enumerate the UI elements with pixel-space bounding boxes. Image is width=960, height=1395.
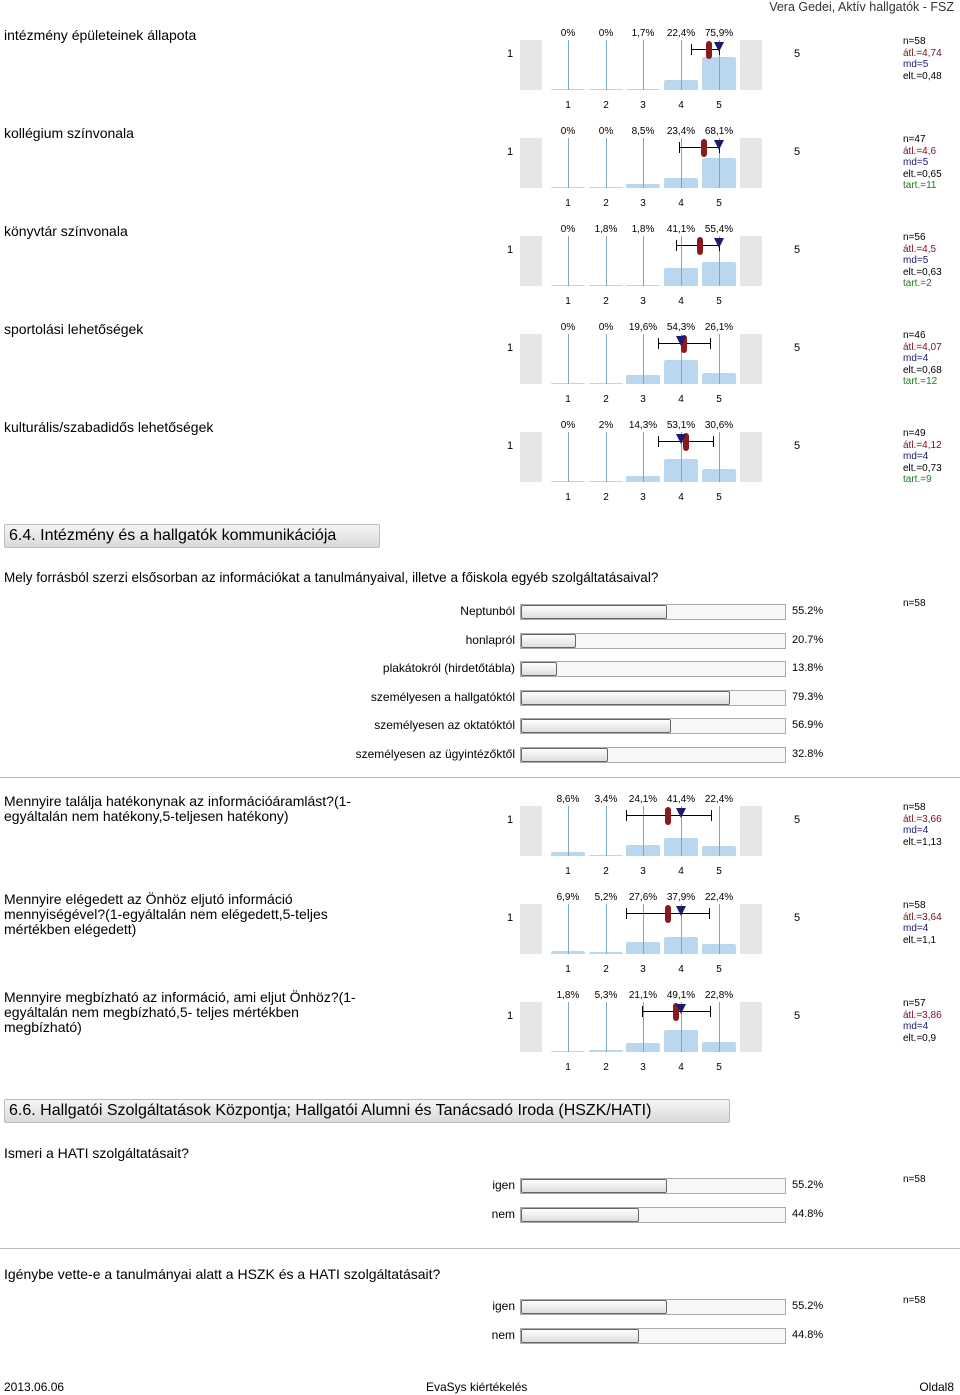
mc-option-label: plakátokról (hirdetőtábla): [382, 661, 515, 675]
mc-bar-fill: [521, 634, 576, 648]
yn-option-label: igen: [492, 1178, 515, 1192]
divider: [0, 1248, 960, 1249]
mc-option-value: 20.7%: [792, 633, 824, 646]
stats-block: [903, 36, 959, 82]
histogram-pct-label: 0%: [560, 126, 576, 137]
histogram-gridline: [606, 236, 607, 286]
histogram-gridline: [568, 138, 569, 188]
axis-number: 5: [716, 964, 722, 975]
median-marker: [714, 42, 724, 52]
question-label: Mennyire elégedett az Önhöz eljutó információ mennyiségével?(1-egyáltalán nem elégedett,5-teljes mértékben elégedett): [4, 891, 328, 937]
histogram-gridline: [719, 334, 720, 384]
stat-atl: átl.=3,66: [903, 813, 942, 825]
histogram-pct-label: 55,4%: [704, 224, 734, 235]
histogram-pct-label: 0%: [560, 420, 576, 431]
scale-question: [0, 126, 960, 224]
stats-block: [903, 802, 959, 848]
stat-elt: elt.=0,65: [903, 168, 942, 180]
stat-n: n=47: [903, 134, 926, 145]
histogram-right-pad: [740, 236, 762, 286]
yn-option-label: nem: [491, 1328, 515, 1342]
stat-elt: elt.=0,63: [903, 266, 942, 278]
histogram-gridline: [568, 236, 569, 286]
question-label: Mennyire megbízható az információ, ami eljut Önhöz?(1-egyáltalán nem megbízható,5- teljes mértékben megbízható): [4, 989, 356, 1035]
histogram-left-pad: [520, 334, 542, 384]
mc-bar-track: [520, 661, 786, 677]
yn-question-text: Igénybe vette-e a tanulmányai alatt a HSZK és a HATI szolgáltatásait?: [4, 1266, 441, 1282]
sd-whisker-cap-left: [691, 44, 692, 55]
sd-whisker-cap-left: [626, 810, 627, 821]
stats-block: [903, 232, 959, 290]
yn-bar-fill: [521, 1329, 639, 1343]
histogram-gridline: [681, 40, 682, 90]
histogram-gridline: [606, 138, 607, 188]
question-label: Mennyire találja hatékonynak az információáramlást?(1-egyáltalán nem hatékony,5-teljesen hatékony): [4, 793, 352, 824]
axis-number: 4: [678, 394, 684, 405]
scale-high-label: 5: [794, 342, 801, 354]
divider: [0, 777, 960, 778]
scale-high-label: 5: [794, 440, 801, 452]
histogram-pct-label: 5,2%: [594, 892, 618, 903]
axis-number: 1: [565, 1062, 571, 1073]
mc-bar-fill: [521, 605, 667, 619]
median-marker: [714, 238, 724, 248]
axis-number: 5: [716, 492, 722, 503]
histogram-pct-label: 22,4%: [704, 794, 734, 805]
stats-block: [903, 900, 959, 946]
median-marker: [676, 1004, 686, 1014]
mean-marker: [697, 237, 703, 255]
stat-elt: elt.=0,9: [903, 1032, 937, 1044]
scale-low-label: 1: [507, 146, 514, 158]
axis-number: 2: [603, 1062, 609, 1073]
histogram-gridline: [643, 1002, 644, 1052]
question-label: könyvtár színvonala: [4, 223, 128, 239]
mean-marker: [665, 905, 671, 923]
stats-block: [903, 998, 959, 1044]
histogram-right-pad: [740, 432, 762, 482]
scale-question: [0, 224, 960, 322]
histogram-gridline: [681, 236, 682, 286]
scale-question: [0, 990, 960, 1088]
header-author: Vera Gedei, Aktív hallgatók - FSZ: [769, 0, 954, 14]
axis-number: 1: [565, 198, 571, 209]
histogram-pct-label: 22,4%: [704, 892, 734, 903]
histogram-right-pad: [740, 1002, 762, 1052]
histogram-pct-label: 0%: [560, 28, 576, 39]
sd-whisker-cap-left: [658, 436, 659, 447]
histogram-pct-label: 21,1%: [628, 990, 658, 1001]
scale-question: [0, 420, 960, 518]
yn-option-value: 55.2%: [792, 1179, 824, 1191]
scale-low-label: 1: [507, 342, 514, 354]
sd-whisker-cap-left: [642, 1006, 643, 1017]
scale-low-label: 1: [507, 912, 514, 924]
histogram-pct-label: 37,9%: [666, 892, 696, 903]
mean-marker: [706, 41, 712, 59]
histogram-gridline: [643, 236, 644, 286]
stats-block: [903, 428, 959, 486]
footer-center: EvaSys kiértékelés: [426, 1380, 528, 1394]
mc-option-value: 32.8%: [792, 747, 824, 760]
histogram-pct-label: 24,1%: [628, 794, 658, 805]
stat-atl: átl.=4,07: [903, 341, 942, 353]
histogram-pct-label: 49,1%: [666, 990, 696, 1001]
stat-md: md=5: [903, 157, 929, 168]
axis-number: 1: [565, 100, 571, 111]
axis-number: 1: [565, 394, 571, 405]
axis-number: 2: [603, 964, 609, 975]
histogram-pct-label: 0%: [598, 322, 614, 333]
axis-number: 4: [678, 492, 684, 503]
scale-high-label: 5: [794, 244, 801, 256]
stat-elt: elt.=0,73: [903, 462, 942, 474]
histogram-pct-label: 27,6%: [628, 892, 658, 903]
axis-number: 3: [640, 100, 646, 111]
stat-elt: elt.=1,1: [903, 934, 937, 946]
histogram-gridline: [719, 432, 720, 482]
histogram-left-pad: [520, 40, 542, 90]
histogram-pct-label: 1,8%: [556, 990, 580, 1001]
scale-question: [0, 28, 960, 126]
histogram-gridline: [568, 1002, 569, 1052]
histogram-gridline: [719, 1002, 720, 1052]
histogram-left-pad: [520, 1002, 542, 1052]
stats-block: [903, 330, 959, 388]
yn-option-value: 55.2%: [792, 1300, 824, 1312]
axis-number: 3: [640, 198, 646, 209]
histogram-pct-label: 5,3%: [594, 990, 618, 1001]
sd-whisker-cap-left: [626, 908, 627, 919]
histogram-pct-label: 22,4%: [666, 28, 696, 39]
histogram-gridline: [606, 334, 607, 384]
histogram-pct-label: 53,1%: [666, 420, 696, 431]
axis-number: 4: [678, 296, 684, 307]
histogram-pct-label: 75,9%: [704, 28, 734, 39]
stat-atl: átl.=4,74: [903, 47, 942, 59]
scale-high-label: 5: [794, 146, 801, 158]
axis-number: 5: [716, 1062, 722, 1073]
scale-low-label: 1: [507, 440, 514, 452]
histogram-gridline: [643, 432, 644, 482]
median-marker: [676, 336, 686, 346]
stat-atl: átl.=4,6: [903, 145, 937, 157]
histogram-left-pad: [520, 138, 542, 188]
histogram-pct-label: 8,5%: [631, 126, 655, 137]
sd-whisker-cap-left: [679, 142, 680, 153]
stat-n: n=58: [903, 900, 926, 911]
histogram-pct-label: 0%: [560, 322, 576, 333]
yn-option-value: 44.8%: [792, 1208, 824, 1220]
axis-number: 3: [640, 866, 646, 877]
axis-number: 5: [716, 394, 722, 405]
stat-md: md=4: [903, 1021, 929, 1032]
mc-option-label: személyesen az oktatóktól: [374, 718, 515, 732]
axis-number: 5: [716, 296, 722, 307]
stat-n: n=58: [903, 802, 926, 813]
axis-number: 2: [603, 100, 609, 111]
footer-page: Oldal8: [919, 1380, 954, 1394]
sd-whisker-cap-right: [713, 436, 714, 447]
sd-whisker-cap-right: [710, 1006, 711, 1017]
yn-bar-fill: [521, 1179, 667, 1193]
axis-number: 3: [640, 1062, 646, 1073]
histogram-right-pad: [740, 138, 762, 188]
stat-atl: átl.=3,64: [903, 911, 942, 923]
section-title-6-4: 6.4. Intézmény és a hallgatók kommunikációja: [4, 524, 380, 548]
histogram-pct-label: 41,4%: [666, 794, 696, 805]
mc-question-text: Mely forrásból szerzi elsősorban az információkat a tanulmányaival, illetve a főiskola egyéb szolgáltatásaival?: [4, 570, 659, 585]
histogram-pct-label: 30,6%: [704, 420, 734, 431]
scale-low-label: 1: [507, 48, 514, 60]
histogram-pct-label: 19,6%: [628, 322, 658, 333]
histogram-right-pad: [740, 806, 762, 856]
histogram-pct-label: 41,1%: [666, 224, 696, 235]
mc-bar-fill: [521, 662, 557, 676]
histogram-right-pad: [740, 904, 762, 954]
question-label: kulturális/szabadidős lehetőségek: [4, 419, 214, 435]
histogram-gridline: [719, 904, 720, 954]
stat-n: n=56: [903, 232, 926, 243]
stat-md: md=4: [903, 451, 929, 462]
histogram-gridline: [643, 806, 644, 856]
histogram-gridline: [643, 904, 644, 954]
stat-atl: átl.=3,86: [903, 1009, 942, 1021]
mc-bar-fill: [521, 719, 671, 733]
scale-question: [0, 322, 960, 420]
yn-question-n: n=58: [903, 1174, 926, 1185]
histogram-gridline: [568, 904, 569, 954]
yn-bar-fill: [521, 1300, 667, 1314]
histogram-gridline: [568, 806, 569, 856]
histogram-gridline: [643, 334, 644, 384]
mc-bar-fill: [521, 748, 608, 762]
stat-md: md=4: [903, 353, 929, 364]
axis-number: 4: [678, 866, 684, 877]
stat-n: n=49: [903, 428, 926, 439]
scale-high-label: 5: [794, 912, 801, 924]
sd-whisker-cap-right: [711, 810, 712, 821]
scale-question: [0, 892, 960, 990]
sd-whisker-cap-right: [710, 338, 711, 349]
yn-option-label: igen: [492, 1299, 515, 1313]
histogram-pct-label: 1,8%: [631, 224, 655, 235]
histogram-gridline: [606, 40, 607, 90]
mc-option-label: személyesen az ügyintézőktől: [355, 746, 515, 761]
histogram-pct-label: 0%: [598, 28, 614, 39]
histogram-gridline: [643, 138, 644, 188]
mc-option-label: Neptunból: [460, 604, 515, 618]
axis-number: 1: [565, 964, 571, 975]
axis-number: 2: [603, 394, 609, 405]
axis-number: 4: [678, 198, 684, 209]
stat-elt: elt.=0,48: [903, 70, 942, 82]
stat-tart: tart.=11: [903, 180, 937, 191]
axis-number: 1: [565, 296, 571, 307]
histogram-pct-label: 0%: [560, 224, 576, 235]
median-marker: [676, 906, 686, 916]
yn-option-value: 44.8%: [792, 1329, 824, 1341]
question-label: kollégium színvonala: [4, 125, 134, 141]
histogram-left-pad: [520, 904, 542, 954]
scale-high-label: 5: [794, 1010, 801, 1022]
mc-option-value: 13.8%: [792, 662, 824, 674]
median-marker: [676, 434, 686, 444]
histogram-pct-label: 1,8%: [594, 224, 618, 235]
histogram-left-pad: [520, 806, 542, 856]
median-marker: [714, 140, 724, 150]
histogram-pct-label: 2%: [598, 420, 614, 431]
stat-atl: átl.=4,12: [903, 439, 942, 451]
stat-md: md=4: [903, 825, 929, 836]
histogram-pct-label: 0%: [598, 126, 614, 137]
histogram-gridline: [719, 806, 720, 856]
mc-bar-fill: [521, 691, 730, 705]
stat-elt: elt.=1,13: [903, 836, 942, 848]
histogram-pct-label: 68,1%: [704, 126, 734, 137]
mean-marker: [701, 139, 707, 157]
stat-md: md=5: [903, 255, 929, 266]
histogram-gridline: [606, 1002, 607, 1052]
stat-n: n=57: [903, 998, 926, 1009]
scale-question: [0, 794, 960, 892]
mc-option-label: személyesen a hallgatóktól: [370, 689, 515, 704]
histogram-gridline: [643, 40, 644, 90]
axis-number: 5: [716, 866, 722, 877]
histogram-pct-label: 1,7%: [631, 28, 655, 39]
axis-number: 3: [640, 492, 646, 503]
footer-date: 2013.06.06: [4, 1380, 65, 1394]
stat-n: n=58: [903, 36, 926, 47]
axis-number: 3: [640, 394, 646, 405]
histogram-left-pad: [520, 432, 542, 482]
stats-block: [903, 134, 959, 192]
axis-number: 4: [678, 100, 684, 111]
axis-number: 2: [603, 492, 609, 503]
mc-question-n: n=58: [903, 598, 926, 609]
histogram-pct-label: 14,3%: [628, 420, 658, 431]
stat-md: md=4: [903, 923, 929, 934]
stat-tart: tart.=12: [903, 376, 938, 387]
axis-number: 4: [678, 1062, 684, 1073]
mean-marker: [665, 807, 671, 825]
stat-n: n=46: [903, 330, 926, 341]
axis-number: 1: [565, 866, 571, 877]
histogram-gridline: [568, 432, 569, 482]
stat-elt: elt.=0,68: [903, 364, 942, 376]
histogram-gridline: [606, 806, 607, 856]
question-label: sportolási lehetőségek: [4, 321, 144, 337]
scale-high-label: 5: [794, 48, 801, 60]
yn-question-n: n=58: [903, 1295, 926, 1306]
histogram-pct-label: 6,9%: [556, 892, 580, 903]
axis-number: 2: [603, 296, 609, 307]
axis-number: 1: [565, 492, 571, 503]
histogram-left-pad: [520, 236, 542, 286]
axis-number: 2: [603, 866, 609, 877]
mc-option-value: 79.3%: [792, 690, 824, 703]
histogram-gridline: [606, 904, 607, 954]
axis-number: 2: [603, 198, 609, 209]
yn-option-label: nem: [491, 1207, 515, 1221]
stat-tart: tart.=2: [903, 278, 932, 289]
axis-number: 5: [716, 198, 722, 209]
sd-whisker-cap-left: [676, 240, 677, 251]
axis-number: 5: [716, 100, 722, 111]
axis-number: 3: [640, 964, 646, 975]
sd-whisker-cap-left: [658, 338, 659, 349]
yn-bar-fill: [521, 1208, 639, 1222]
mc-option-label: honlapról: [465, 632, 515, 647]
median-marker: [676, 808, 686, 818]
stat-atl: átl.=4,5: [903, 243, 937, 255]
sd-whisker-cap-right: [709, 908, 710, 919]
histogram-pct-label: 22,8%: [704, 990, 734, 1001]
mc-option-value: 55.2%: [792, 605, 824, 617]
scale-low-label: 1: [507, 814, 514, 826]
section-title-6-6: 6.6. Hallgatói Szolgáltatások Központja; Hallgatói Alumni és Tanácsadó Iroda (HSZK/HATI): [4, 1099, 730, 1123]
histogram-gridline: [606, 432, 607, 482]
histogram-right-pad: [740, 40, 762, 90]
mc-option-value: 56.9%: [792, 719, 824, 731]
scale-low-label: 1: [507, 244, 514, 256]
histogram-pct-label: 3,4%: [594, 794, 618, 805]
histogram-pct-label: 54,3%: [666, 322, 696, 333]
histogram-gridline: [681, 138, 682, 188]
histogram-pct-label: 26,1%: [704, 322, 734, 333]
histogram-pct-label: 23,4%: [666, 126, 696, 137]
histogram-gridline: [568, 40, 569, 90]
histogram-pct-label: 8,6%: [556, 794, 580, 805]
histogram-right-pad: [740, 334, 762, 384]
stat-md: md=5: [903, 59, 929, 70]
scale-high-label: 5: [794, 814, 801, 826]
yn-question-text: Ismeri a HATI szolgáltatásait?: [4, 1145, 189, 1161]
axis-number: 3: [640, 296, 646, 307]
question-label: intézmény épületeinek állapota: [4, 27, 197, 43]
histogram-gridline: [568, 334, 569, 384]
scale-low-label: 1: [507, 1010, 514, 1022]
axis-number: 4: [678, 964, 684, 975]
stat-tart: tart.=9: [903, 474, 932, 485]
